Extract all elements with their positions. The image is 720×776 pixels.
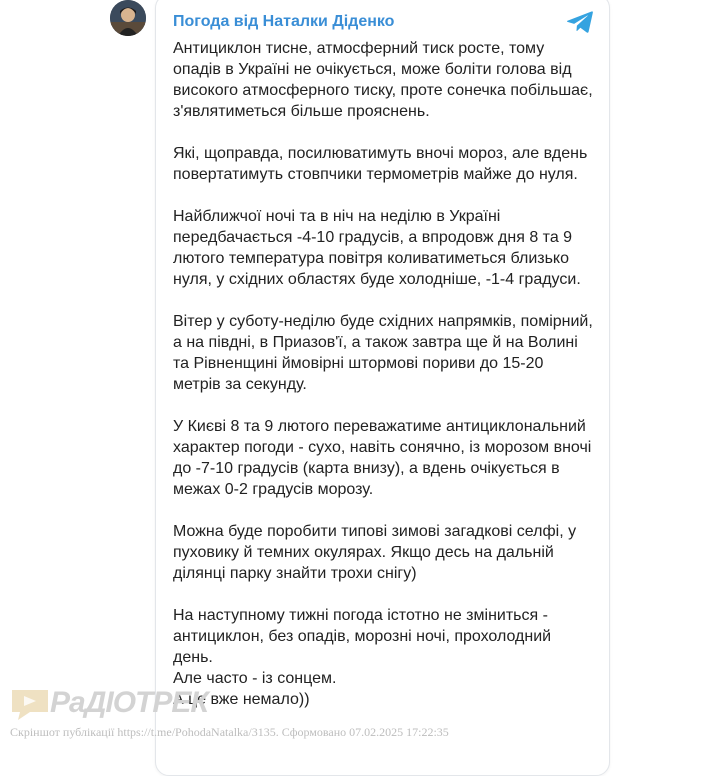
- post-paragraph: Вітер у суботу-неділю буде східних напрямків, помірний, а на півдні, в Приазов'ї, а також завтра ще й на Волині та Рівненщині ймовірні штормові пориви до 15-20 метрів за секунду.: [173, 313, 593, 393]
- post-paragraph: Можна буде поробити типові зимові загадкові селфі, у пуховику й темних окулярах. Якщо десь на дальній ділянці парку знайти трохи снігу): [173, 523, 577, 582]
- post-paragraph: У Києві 8 та 9 лютого переважатиме антициклональний характер погоди - сухо, навіть сонячно, із морозом вночі до -7-10 градусів (карта внизу), а вдень очікується в межах 0-2 градусів морозу.: [173, 418, 592, 498]
- post-paragraph: Антициклон тисне, атмосферний тиск росте, тому опадів в Україні не очікується, може боліти голова від високого атмосферного тиску, проте сонечка побільшає, з'являтиметься більше прояснень.: [173, 40, 593, 120]
- watermark-logo-icon: [10, 686, 52, 722]
- post-paragraph: На наступному тижні погода істотно не зміниться - антициклон, без опадів, морозні ночі, прохолодний день. Але часто - із сонцем. А це вже немало)): [173, 607, 552, 708]
- watermark-logo-text: РаДІОТРЕК: [50, 686, 208, 719]
- post-paragraph: Які, щоправда, посилюватимуть вночі мороз, але вдень повертатимуть стовпчики термометрів майже до нуля.: [173, 145, 588, 183]
- screenshot-caption: Скріншот публікації https://t.me/PohodaNatalka/3135. Сформовано 07.02.2025 17:22:35: [10, 725, 449, 739]
- channel-name[interactable]: Погода від Наталки Діденко: [173, 13, 395, 30]
- post-paragraph: Найближчої ночі та в ніч на неділю в Україні передбачається -4-10 градусів, а впродовж дня 8 та 9 лютого температура повітря коливатиметься близько нуля, у східних областях буде холодніше, -1-4 градуси.: [173, 208, 581, 288]
- post-text: [173, 38, 593, 710]
- telegram-icon[interactable]: [566, 10, 594, 34]
- avatar[interactable]: [110, 0, 146, 36]
